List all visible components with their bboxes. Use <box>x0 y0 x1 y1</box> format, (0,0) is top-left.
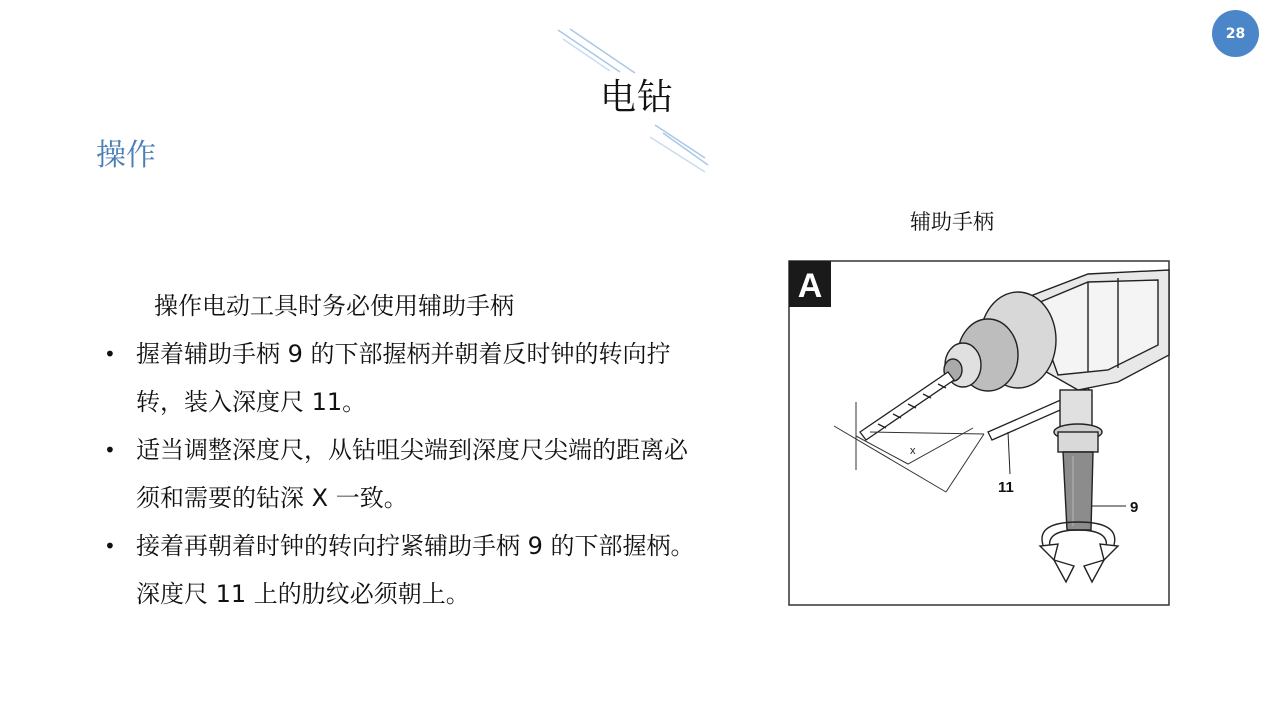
handle-label: 9 <box>1130 499 1139 516</box>
bullet-item <box>104 426 704 522</box>
instruction-text <box>104 282 704 618</box>
bullet-list <box>104 330 704 618</box>
depth-x-label: x <box>910 445 916 457</box>
panel-label: A <box>797 267 823 305</box>
bullet-dot-icon: • <box>104 342 116 366</box>
lead-text: 操作电动工具时务必使用辅助手柄 <box>154 292 514 320</box>
page-number-badge: 28 <box>1212 10 1259 57</box>
bullet-item <box>104 330 704 426</box>
depth-gauge-label: 11 <box>998 479 1014 496</box>
bullet-item <box>104 522 704 618</box>
bullet-text: 握着辅助手柄 9 的下部握柄并朝着反时钟的转向拧转，装入深度尺 11。 <box>136 340 671 416</box>
section-heading: 操作 <box>96 138 156 173</box>
page-title: 电钻 <box>600 77 675 118</box>
bullet-text: 适当调整深度尺，从钻咀尖端到深度尺尖端的距离必须和需要的钻深 X 一致。 <box>136 436 688 512</box>
bullet-dot-icon: • <box>104 534 116 558</box>
drill-handle-diagram <box>788 260 1170 606</box>
figure-caption: 辅助手柄 <box>910 210 994 234</box>
bullet-dot-icon: • <box>104 438 116 462</box>
bullet-text: 接着再朝着时钟的转向拧紧辅助手柄 9 的下部握柄。深度尺 11 上的肋纹必须朝上。 <box>136 532 695 608</box>
